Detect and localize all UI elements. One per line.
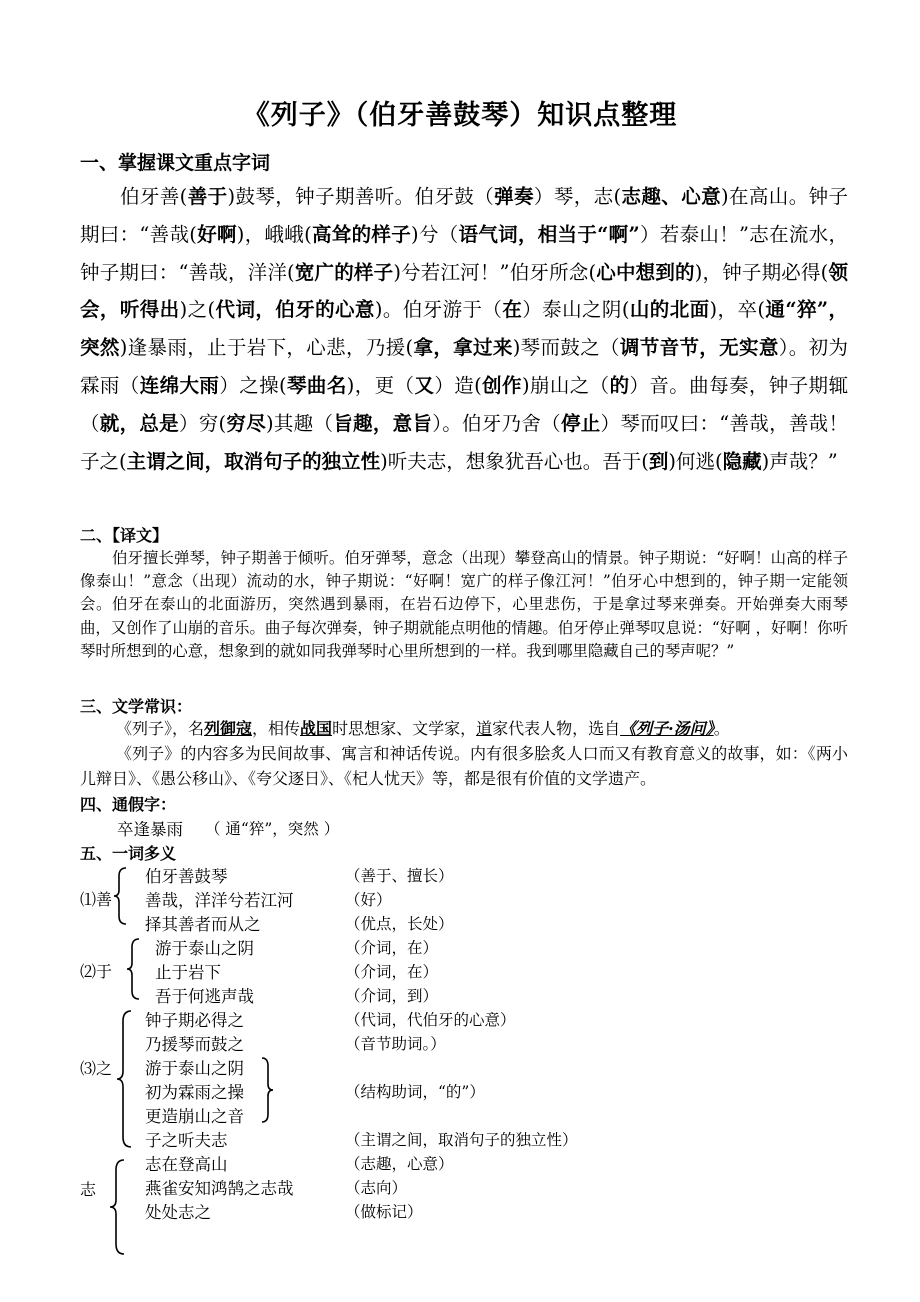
polysemy-gloss: （音节助词。） [345,1035,446,1053]
text-run: ）。初为霖雨（ [80,336,848,397]
text-run: )，钟子期必得( [694,260,829,284]
text-run: )，更（ [346,373,415,397]
polysemy-gloss: （志向） [345,1179,408,1197]
text-run: )之( [179,298,216,322]
text-run: ）之操( [219,373,287,397]
text-run: )。伯牙游于（ [374,298,503,322]
gloss-bold-run: 高耸的样子 [311,222,412,246]
polysemy-sentence: 初为霖雨之操 [145,1083,244,1102]
emphasis-run: 列御寇 [204,719,253,738]
polysemy-sentence: 燕雀安知鸿鹄之志哉 [145,1179,294,1198]
polysemy-gloss: （优点，长处） [345,915,454,933]
text-run: ）穷( [178,411,227,435]
page-title: 《列子》（伯牙善鼓琴）知识点整理 [242,100,678,131]
emphasis-run: 《列子·汤问》 [620,719,714,738]
gloss-bold-run: 连绵大雨 [139,373,220,397]
gloss-bold-run: 创作 [481,373,522,397]
text-run: ）泰山之阴( [522,298,630,322]
emphasis-run: 战国 [300,719,333,738]
polysemy-gloss: （介词，在） [345,939,439,957]
left-brace-icon [114,866,130,926]
gloss-bold-run: 好啊 [196,222,237,246]
gloss-bold-run: 代词，伯牙的心意 [215,298,375,322]
polysemy-gloss: （主谓之间，取消句子的独立性） [345,1131,578,1149]
text-run: 伯牙善( [120,185,188,208]
polysemy-sentence: 乃援琴而鼓之 [145,1035,244,1054]
section-heading-4: 四、通假字： [80,795,177,814]
section-heading-2: 二、【译文】 [80,526,169,545]
gloss-bold-run: 到 [648,449,669,473]
polysemy-sentence: 伯牙善鼓琴 [145,867,228,886]
gloss-bold-run: 志趣、心意 [621,185,721,208]
text-run: 家代表人物，选自 [492,719,621,738]
text-run: )崩山之（ [521,373,610,397]
text-run: ）若泰山！”志在流水，钟子期曰：“善哉，洋洋( [80,222,848,284]
gloss-bold-run: 善于 [187,185,228,208]
gloss-bold-run: 通“猝”，突然 [80,298,848,360]
gloss-bold-run: 拿，拿过来 [413,336,513,360]
polysemy-sentence: 志在登高山 [145,1155,228,1174]
polysemy-gloss: （好） [345,891,392,909]
polysemy-sentence: 择其善者而从之 [145,915,261,934]
gloss-bold-run: 语气词，相当于“啊” [458,222,640,246]
section-heading-1: 一、掌握课文重点字词 [80,152,271,174]
tongjia-sentence: 卒逢暴雨 [117,820,183,839]
gloss-bold-run: 就，总是 [99,411,179,435]
translation-paragraph: 伯牙擅长弹琴，钟子期善于倾听。伯牙弹琴，意念（出现）攀登高山的情景。钟子期说：“好啊！山高的样子像泰山！”意念（出现）流动的水，钟子期说：“好啊！宽广的样子像江河！”伯牙心中想到的，钟子期一定能领会。伯牙在泰山的北面游历，突然遇到暴雨，在岩石边停下，心里悲伤，于是拿过琴来弹奏。开始弹奏大雨琴曲，又创作了山崩的音乐。曲子每次弹奏，钟子期就能点明他的情趣。伯牙停止弹琴叹息说：“好啊 ，好啊！你听琴时所想到的心意，想象到的就如同我弹琴时心里所想到的一样。我到哪里隐藏自己的琴声呢？” [80,549,848,660]
left-brace-icon [127,937,143,1001]
polysemy-gloss: （结构助词，“的”） [345,1083,485,1101]
text-run: 。 [713,719,730,738]
tongjia-note: （ 通“猝”，突然 ） [205,820,340,838]
gloss-bold-run: 主谓之间，取消句子的独立性 [126,449,381,473]
text-run: )逢暴雨，止于岩下，心悲，乃援( [119,336,414,360]
polysemy-sentence: 更造崩山之音 [145,1107,244,1126]
gloss-bold-run: 在 [502,298,523,322]
polysemy-sentence: 游于泰山之阴 [145,1059,244,1078]
text-run: )何逃( [668,449,723,473]
left-brace-icon [117,1009,135,1149]
gloss-bold-run: 弹奏 [494,185,534,208]
gloss-bold-run: 琴曲名 [286,373,347,397]
text-run: )声哉？” [761,449,838,473]
gloss-bold-run: 旨趣，意旨 [333,411,433,435]
polysemy-sentence: 钟子期必得之 [145,1011,244,1030]
text-run: ）音。曲每奏，钟子期辄（ [80,373,848,435]
text-run: )兮（ [411,222,459,246]
polysemy-gloss: （代词，代伯牙的心意） [345,1011,516,1029]
gloss-bold-run: 宽广的样子 [294,260,394,284]
text-run: )，卒( [709,298,765,322]
text-run: )鼓琴，钟子期善听。伯牙鼓（ [227,185,495,208]
literature-paragraph-1 [80,716,848,741]
text-run: )琴而鼓之（ [512,336,620,360]
polysemy-gloss: （善于、擅长） [345,867,454,885]
polysemy-gloss: （介词，在） [345,963,439,981]
gloss-bold-run: 穷尽 [226,411,266,435]
text-run: )，峨峨( [236,222,312,246]
text-run: ）琴，志( [533,185,622,208]
polysemy-sentence: 止于岩下 [155,963,221,982]
literature-paragraph-2: 《列子》的内容多为民间故事、寓言和神话传说。内有很多脍炙人口而又有教育意义的故事，如：《两小儿辩日》、《愚公移山》、《夸父逐日》、《杞人忧天》等，都是很有价值的文学遗产。 [80,744,848,788]
polysemy-sentence: 善哉，洋洋兮若江河 [145,891,294,910]
polysemy-sentence: 子之听夫志 [145,1131,228,1150]
polysemy-gloss: （志趣，心意） [345,1155,454,1173]
gloss-bold-run: 山的北面 [629,298,710,322]
gloss-bold-run: 领会，听得出 [80,260,848,322]
gloss-bold-run: 隐藏 [722,449,762,473]
section-heading-3: 三、文学常识： [80,697,193,716]
text-run: )听夫志，想象犹吾心也。吾于( [380,449,649,473]
polysemy-sentence: 游于泰山之阴 [155,939,254,958]
polysemy-gloss: （做标记） [345,1203,423,1221]
gloss-bold-run: 的 [609,373,630,397]
section-heading-5: 五、一词多义 [80,844,177,863]
left-brace-icon [110,1158,128,1256]
gloss-bold-run: 调节音节，无实意 [619,336,779,360]
text-run: 时思想家、文学家， [332,719,477,738]
polysemy-sentence: 处处志之 [145,1203,211,1222]
polysemy-label-shan: ⑴善 [80,890,113,909]
emphasis-run: 道 [476,719,493,738]
polysemy-sentence: 吾于何逃声哉 [155,987,254,1006]
polysemy-label-zhi: ⑶之 [80,1059,113,1078]
text-run: ）琴而叹曰：“善哉，善哉！子之( [80,411,848,473]
right-brace-icon [260,1056,274,1124]
gloss-bold-run: 心中想到的 [596,260,695,284]
text-run: )在高山。钟子期曰：“善哉( [80,185,848,246]
text-run: ）。伯牙乃舍（ [432,411,561,435]
text-paragraph [80,178,848,480]
text-run: ，相传 [252,719,301,738]
gloss-bold-run: 停止 [560,411,601,435]
text-run: ）造( [434,373,482,397]
polysemy-label-zhi-will: 志 [80,1180,97,1199]
polysemy-label-yu: ⑵于 [80,962,113,981]
text-run: )其趣（ [266,411,334,435]
gloss-bold-run: 又 [414,373,435,397]
polysemy-gloss: （介词，到） [345,987,439,1005]
text-run: )兮若江河！”伯牙所念( [393,260,597,284]
text-run: 《列子》，名 [116,719,205,738]
